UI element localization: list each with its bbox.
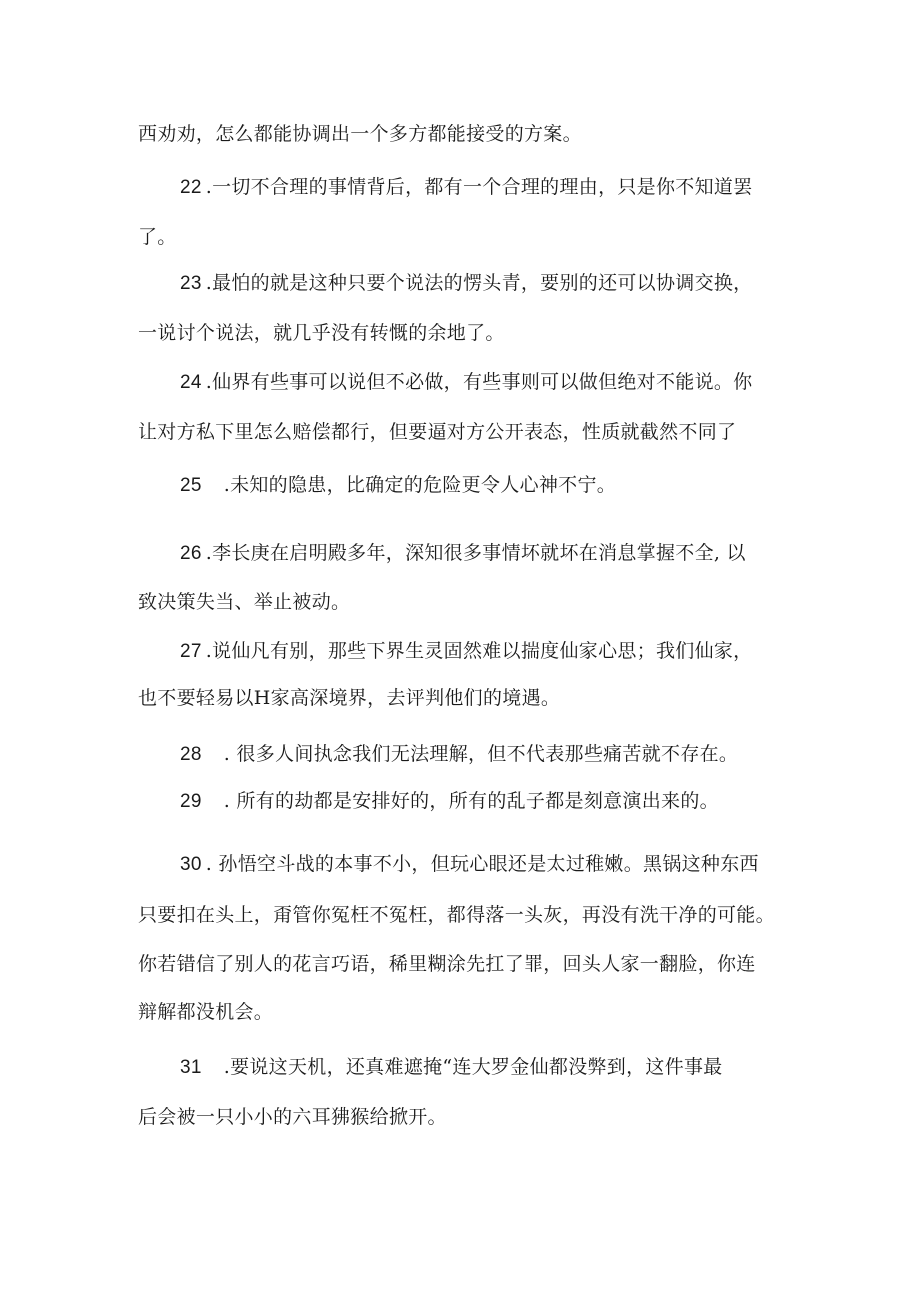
- list-item-27: [180, 638, 752, 665]
- item-text-continuation: 后会被一只小小的六耳狒猴给掀开。: [138, 1106, 447, 1128]
- item-text-continuation: 了。: [138, 226, 177, 248]
- item-number: 31: [180, 1057, 202, 1078]
- item-number: 24: [180, 372, 202, 393]
- item-text-continuation: 辩解都没机会。: [138, 1001, 274, 1023]
- list-item-25: [180, 472, 616, 499]
- list-item-31: [180, 1054, 723, 1081]
- item-number: 25: [180, 475, 202, 496]
- continuation-text: 西劝劝，怎么都能协调出一个多方都能接受的方案。: [138, 123, 582, 145]
- list-item-28: [180, 741, 738, 768]
- list-item-22: [180, 174, 752, 201]
- item-text: .仙界有些事可以说但不必做，有些事则可以做但绝对不能说。你: [205, 371, 753, 393]
- item-text: .要说这天机，还真难遮掩“连大罗金仙都没弊到，这件事最: [223, 1056, 723, 1078]
- item-text: .未知的隐患，比确定的危险更令人心神不宁。: [223, 474, 617, 496]
- item-number: 28: [180, 744, 202, 765]
- list-item-23: [180, 270, 752, 297]
- item-text-continuation: 一说讨个说法，就几乎没有转慨的余地了。: [138, 322, 505, 344]
- item-text: . 很多人间执念我们无法理解，但不代表那些痛苦就不存在。: [223, 743, 739, 765]
- item-text: .最怕的就是这种只要个说法的愣头青，要别的还可以协调交换，: [205, 272, 753, 294]
- item-text: . 所有的劫都是安排好的，所有的乱子都是刻意演出来的。: [223, 790, 719, 812]
- item-text: .李长庚在启明殿多年，深知很多事情坏就坏在消息掌握不全, 以: [205, 542, 746, 564]
- item-text-continuation: 也不要轻易以H家高深境界，去评判他们的境遇。: [138, 687, 561, 709]
- item-number: 30: [180, 854, 202, 875]
- list-item-29: [180, 788, 719, 815]
- item-text-continuation: 你若错信了别人的花言巧语，稀里糊涂先扛了罪，回头人家一翻脸，你连: [138, 953, 756, 975]
- item-text: .一切不合理的事情背后，都有一个合理的理由，只是你不知道罢: [205, 176, 753, 198]
- item-text-continuation: 只要扣在头上，甭管你冤枉不冤枉，都得落一头灰，再没有洗干净的可能。: [138, 904, 775, 926]
- item-number: 26: [180, 543, 202, 564]
- list-item-24: [180, 369, 752, 396]
- item-text: . 孙悟空斗战的本事不小，但玩心眼还是太过稚嫩。黑锅这种东西: [205, 853, 759, 875]
- list-item-30: [180, 851, 759, 878]
- list-item-26: [180, 540, 746, 567]
- item-text-continuation: 致决策失当、举止被动。: [138, 591, 351, 613]
- item-number: 27: [180, 641, 202, 662]
- item-text: .说仙凡有别，那些下界生灵固然难以揣度仙家心思；我们仙家，: [205, 640, 753, 662]
- item-number: 29: [180, 791, 202, 812]
- item-text-continuation: 让对方私下里怎么赔偿都行，但要逼对方公开表态，性质就截然不同了: [138, 421, 737, 443]
- item-number: 22: [180, 177, 202, 198]
- item-number: 23: [180, 273, 202, 294]
